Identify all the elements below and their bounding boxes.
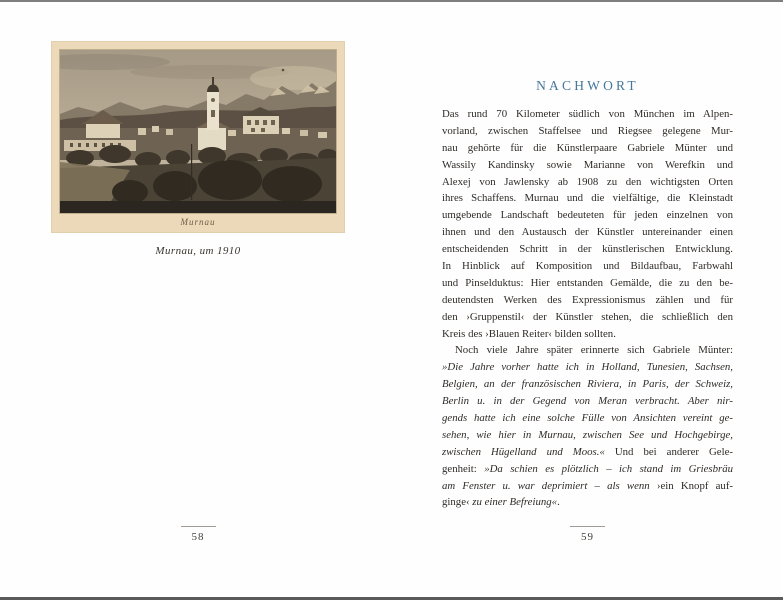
quoted-italic-text: gends hatte ich eine solche Fülle von Ansichten vereint ge- bbox=[442, 412, 733, 425]
body-roman-text: entscheidenden Schritt in der künstlerischen Entwicklung. bbox=[442, 243, 733, 256]
body-roman-text: In Hinblick auf Komposition und Bildaufbau, Farbwahl bbox=[442, 260, 733, 273]
quoted-italic-text: »Die Jahre vorher hatte ich in Holland, Tunesien, Sachsen, bbox=[442, 361, 733, 374]
text-line bbox=[442, 174, 733, 191]
postcard-handwriting: Murnau bbox=[180, 217, 216, 227]
body-roman-text: ihnen und den Austausch der Künstler untereinander einen bbox=[442, 226, 733, 239]
body-roman-text: Kreis des ›Blauen Reiter‹ bilden sollten. bbox=[442, 327, 616, 340]
postcard-photo-illustration bbox=[60, 50, 336, 213]
text-line bbox=[442, 123, 733, 140]
text-line bbox=[442, 207, 733, 224]
body-roman-text: den ›Gruppenstil‹ der Künstler stehen, die schließlich den bbox=[442, 310, 733, 323]
quoted-italic-text: Belgien, an der französischen Riviera, in Paris, der Schweiz, bbox=[442, 378, 733, 391]
quoted-italic-text: sehen, wie hier in Murnau, zwischen See und Hochgebirge, bbox=[442, 428, 733, 441]
body-roman-text: genheit: bbox=[442, 462, 485, 475]
body-roman-text: ihres Schaffens. Murnau und die vielfältige, die Kleinstadt bbox=[442, 192, 733, 205]
postcard bbox=[51, 41, 345, 233]
text-line bbox=[442, 258, 733, 275]
left-page-folio bbox=[51, 526, 345, 543]
body-roman-text: vorland, zwischen Staffelsee und Riegsee gelegene Mur- bbox=[442, 124, 733, 137]
postcard-caption: Murnau, um 1910 bbox=[155, 245, 241, 257]
page-number-left: 58 bbox=[191, 531, 205, 543]
text-line bbox=[442, 106, 733, 123]
folio-rule bbox=[181, 526, 216, 527]
quoted-italic-text: zwischen Hügelland und Moos.« bbox=[442, 445, 605, 458]
body-roman-text: ginge‹ bbox=[442, 496, 473, 509]
body-roman-text: und Pinselduktus: Hier entstanden Gemälde, die zu den be- bbox=[442, 276, 733, 289]
text-line bbox=[442, 309, 733, 326]
text-line bbox=[442, 359, 733, 376]
page-number-right: 59 bbox=[581, 531, 594, 543]
text-line bbox=[442, 461, 733, 478]
text-line bbox=[442, 241, 733, 258]
body-roman-text: umgebende Landschaft bedeuteten für jeden einzelnen von bbox=[442, 209, 733, 222]
text-line bbox=[442, 393, 733, 410]
body-roman-text: deutendsten Werken des Expressionismus zählen und für bbox=[442, 293, 733, 306]
text-line bbox=[442, 494, 733, 511]
body-roman-text: Und bei anderer Gele- bbox=[604, 445, 733, 458]
quoted-italic-text: zu einer Befreiung« bbox=[472, 496, 558, 509]
body-roman-text: Noch viele Jahre später erinnerte sich Gabriele Münter: bbox=[455, 344, 733, 357]
quoted-italic-text: Berlin u. in der Gegend von Meran verbracht. Aber nir- bbox=[442, 395, 733, 408]
text-line bbox=[442, 444, 733, 461]
text-line bbox=[442, 427, 733, 444]
body-roman-text: Wassily Kandinsky sowie Marianne von Werefkin und bbox=[442, 158, 733, 171]
text-line bbox=[442, 410, 733, 427]
text-line bbox=[442, 292, 733, 309]
right-page-folio bbox=[442, 526, 733, 543]
text-line bbox=[442, 157, 733, 174]
text-line bbox=[442, 326, 733, 343]
text-line bbox=[442, 190, 733, 207]
body-text bbox=[442, 106, 733, 511]
text-line bbox=[442, 342, 733, 359]
quoted-italic-text: »Da schien es plötzlich – ich stand im Griesbräu bbox=[484, 462, 733, 475]
text-line bbox=[442, 140, 733, 157]
body-roman-text: ›ein Knopf auf- bbox=[656, 479, 733, 492]
quoted-italic-text: am Fenster u. war deprimiert – als wenn bbox=[442, 479, 657, 492]
text-line bbox=[442, 224, 733, 241]
body-roman-text: Das rund 70 Kilometer südlich von München im Alpen- bbox=[442, 108, 733, 120]
body-roman-text: . bbox=[557, 496, 560, 509]
postcard-photo bbox=[60, 50, 336, 213]
text-line bbox=[442, 275, 733, 292]
body-roman-text: Alexej von Jawlensky ab 1908 zu den wichtigsten Orten bbox=[442, 175, 733, 188]
text-line bbox=[442, 478, 733, 495]
chapter-heading: NACHWORT bbox=[536, 78, 639, 93]
folio-rule bbox=[570, 526, 605, 527]
body-roman-text: nau gehörte für die Künstlerpaare Gabriele Münter und bbox=[442, 141, 733, 154]
text-line bbox=[442, 376, 733, 393]
page-top-edge bbox=[0, 0, 783, 2]
